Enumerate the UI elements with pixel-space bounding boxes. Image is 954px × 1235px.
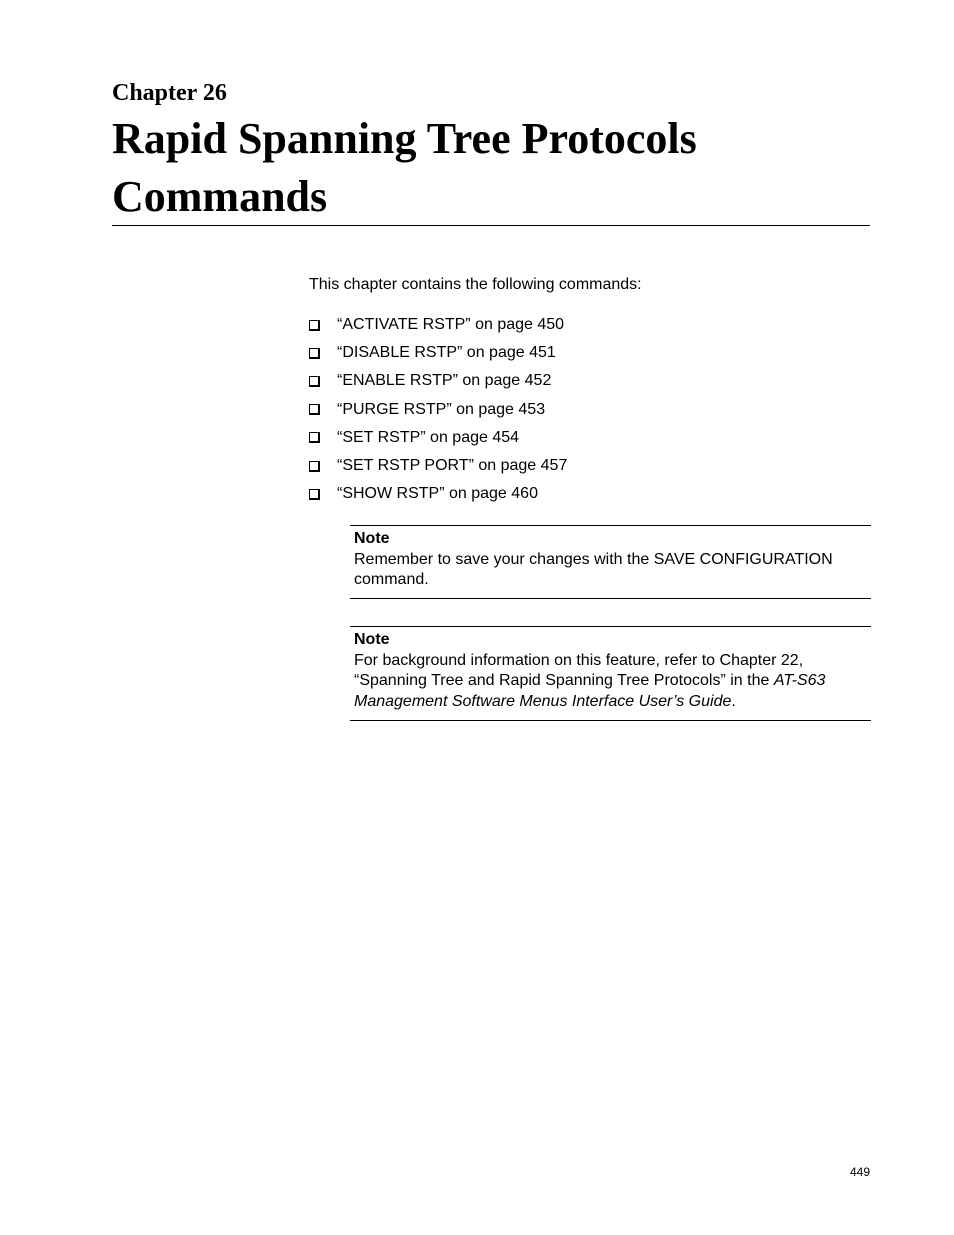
checkbox-bullet-icon <box>309 461 320 472</box>
note-body-text: For background information on this feature, refer to Chapter 22, “Spanning Tree and Rapid Spanning Tree Protocols” in the <box>354 651 804 689</box>
command-link[interactable]: “ENABLE RSTP” on page 452 <box>337 372 552 390</box>
command-link[interactable]: “SET RSTP” on page 454 <box>337 428 520 446</box>
checkbox-bullet-icon <box>309 348 320 359</box>
chapter-title: Rapid Spanning Tree Protocols Commands <box>112 114 697 221</box>
list-item[interactable] <box>309 452 567 480</box>
command-link[interactable]: “PURGE RSTP” on page 453 <box>337 400 546 418</box>
note-background-information <box>350 626 871 721</box>
list-item[interactable] <box>309 367 567 395</box>
command-link[interactable]: “SHOW RSTP” on page 460 <box>337 485 538 503</box>
checkbox-bullet-icon <box>309 376 320 387</box>
chapter-label: Chapter 26 <box>112 80 227 106</box>
list-item[interactable] <box>309 480 567 508</box>
checkbox-bullet-icon <box>309 432 320 443</box>
note-body: Remember to save your changes with the SAVE CONFIGURATION command. <box>354 550 833 588</box>
note-heading: Note <box>354 530 390 547</box>
list-item[interactable] <box>309 396 567 424</box>
command-link[interactable]: “ACTIVATE RSTP” on page 450 <box>337 316 565 334</box>
checkbox-bullet-icon <box>309 320 320 331</box>
list-item[interactable] <box>309 424 567 452</box>
note-heading: Note <box>354 631 390 648</box>
list-item[interactable] <box>309 311 567 339</box>
command-list <box>309 311 567 508</box>
title-rule <box>112 225 870 226</box>
command-link[interactable]: “SET RSTP PORT” on page 457 <box>337 457 568 475</box>
guide-title: AT-S63 Management Software Menus Interface User’s Guide <box>354 672 826 710</box>
note-body-end: . <box>731 692 736 710</box>
list-item[interactable] <box>309 339 567 367</box>
page-number: 449 <box>849 1165 870 1179</box>
note-body <box>354 651 867 713</box>
note-save-configuration <box>350 525 871 599</box>
intro-text: This chapter contains the following commands: <box>309 276 642 293</box>
checkbox-bullet-icon <box>309 489 320 500</box>
checkbox-bullet-icon <box>309 404 320 415</box>
command-link[interactable]: “DISABLE RSTP” on page 451 <box>337 344 556 362</box>
